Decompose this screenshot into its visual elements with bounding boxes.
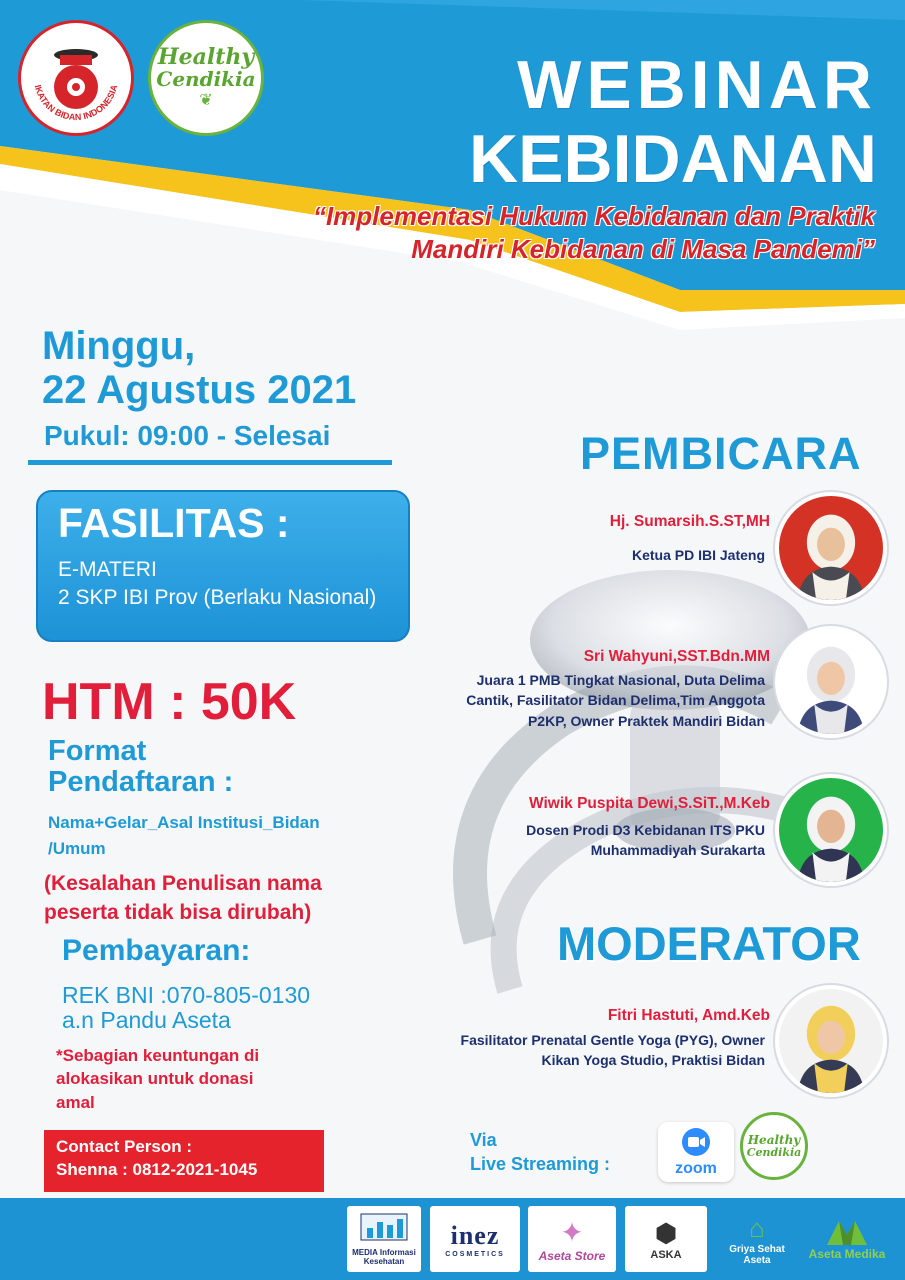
facilities-list	[58, 556, 398, 612]
house-leaf-icon: ⌂	[749, 1212, 765, 1243]
divider	[28, 460, 392, 465]
contact-label: Contact Person :	[56, 1137, 193, 1156]
registration-format-line1: Nama+Gelar_Asal Institusi_Bidan	[48, 813, 320, 832]
donation-note	[56, 1044, 326, 1114]
registration-note-line1: (Kesalahan Penulisan nama	[44, 872, 322, 895]
donation-line3: amal	[56, 1092, 95, 1112]
ticket-price: HTM : 50K	[42, 673, 297, 731]
moderator-heading: MODERATOR	[557, 917, 861, 970]
person-icon	[779, 778, 883, 882]
contact-person	[44, 1130, 324, 1192]
registration-title-line2: Pendaftaran :	[48, 766, 234, 799]
butterfly-icon: ✦	[560, 1216, 584, 1248]
theme-line-1: “Implementasi Hukum Kebidanan dan Praktik	[312, 201, 875, 231]
hc-logo-line2: Cendikia	[156, 67, 256, 92]
zoom-camera-icon	[681, 1127, 711, 1157]
speaker-3-role: Dosen Prodi D3 Kebidanan ITS PKU Muhammadiyah Surakarta	[526, 822, 765, 859]
speaker-1-photo	[775, 492, 887, 604]
facilities-title: FASILITAS :	[58, 500, 290, 546]
sponsor-media-label: MEDIA Informasi Kesehatan	[352, 1248, 416, 1266]
hc-small-line2: Cendikia	[746, 1145, 802, 1159]
registration-title-line1: Format	[48, 735, 147, 767]
donation-line1: *Sebagian keuntungan di	[56, 1046, 260, 1065]
sponsor-aseta-store	[528, 1206, 616, 1272]
speaker-3-name: Wiwik Puspita Dewi,S.SiT.,M.Keb	[528, 795, 770, 812]
facility-item: 2 SKP IBI Prov (Berlaku Nasional)	[58, 585, 377, 609]
healthy-cendikia-small-logo	[740, 1112, 808, 1180]
title-webinar: WEBINAR	[517, 47, 877, 123]
theme-line-2: Mandiri Kebidanan di Masa Pandemi”	[411, 234, 875, 265]
aseta-medika-icon	[825, 1217, 869, 1247]
registration-note	[44, 870, 404, 928]
sponsor-aska-label: ASKA	[650, 1248, 682, 1261]
speaker-1-name: Hj. Sumarsih.S.ST,MH	[609, 513, 770, 530]
speaker-2-role: Juara 1 PMB Tingkat Nasional, Duta Delima Cantik, Fasilitator Bidan Delima,Tim Anggota P2KP, Owner Praktek Mandiri Bidan	[466, 672, 765, 729]
hc-logo-line1: Healthy	[157, 43, 255, 70]
speaker-2-name: Sri Wahyuni,SST.Bdn.MM	[583, 648, 770, 665]
moderator-photo	[775, 985, 887, 1097]
sponsor-media	[347, 1206, 421, 1272]
registration-format-title	[48, 736, 368, 799]
sponsor-aseta-store-label: Aseta Store	[538, 1248, 606, 1263]
facility-item: E-MATERI	[58, 558, 157, 581]
chart-icon	[359, 1212, 409, 1248]
hc-small-line1: Healthy	[747, 1132, 801, 1147]
donation-line2: alokasikan untuk donasi	[56, 1069, 254, 1089]
aska-emblem-icon: ⬢	[654, 1217, 678, 1248]
payment-account	[62, 983, 382, 1034]
speaker-3-photo	[775, 774, 887, 886]
leaf-icon: ❦	[199, 92, 213, 110]
payment-title: Pembayaran:	[62, 934, 251, 967]
registration-note-line2: peserta tidak bisa dirubah)	[44, 900, 312, 924]
moderator-name: Fitri Hastuti, Amd.Keb	[607, 1007, 770, 1024]
title-kebidanan: KEBIDANAN	[469, 121, 877, 197]
svg-text:IKATAN BIDAN INDONESIA: IKATAN BIDAN INDONESIA	[32, 83, 120, 123]
zoom-logo	[658, 1122, 734, 1182]
registration-format-line2: /Umum	[48, 839, 106, 859]
via-label: Via	[470, 1130, 497, 1150]
webinar-theme	[115, 200, 875, 267]
moderator-role: Fasilitator Prenatal Gentle Yoga (PYG), Owner Kikan Yoga Studio, Praktisi Bidan	[460, 1032, 765, 1069]
sponsor-aska	[625, 1206, 707, 1272]
streaming-info	[470, 1128, 610, 1177]
speaker-1-role: Ketua PD IBI Jateng	[631, 547, 765, 563]
person-icon	[779, 630, 883, 734]
sponsor-griya-sehat-label: Griya Sehat Aseta	[729, 1243, 785, 1266]
registration-format	[48, 810, 388, 863]
account-holder: a.n Pandu Aseta	[62, 1007, 231, 1034]
sponsor-aseta-medika	[806, 1206, 888, 1272]
live-streaming-label: Live Streaming :	[470, 1154, 611, 1175]
sponsor-inez-label: inez	[450, 1220, 500, 1250]
sponsor-inez	[430, 1206, 520, 1272]
speakers-heading: PEMBICARA	[580, 428, 862, 479]
ibi-logo-ring-text	[24, 26, 128, 130]
zoom-label: zoom	[675, 1159, 717, 1177]
event-date: 22 Agustus 2021	[42, 368, 357, 412]
sponsor-aseta-medika-label: Aseta Medika	[808, 1247, 886, 1261]
person-icon	[779, 496, 883, 600]
sponsor-inez-sub: COSMETICS	[445, 1250, 505, 1258]
person-icon	[779, 989, 883, 1093]
bank-account: REK BNI :070-805-0130	[62, 982, 311, 1008]
speaker-2-photo	[775, 626, 887, 738]
event-day: Minggu,	[42, 324, 196, 368]
sponsor-griya-sehat	[716, 1206, 798, 1272]
event-time: Pukul: 09:00 - Selesai	[44, 420, 331, 451]
healthy-cendikia-logo	[148, 20, 264, 136]
contact-phone: Shenna : 0812-2021-1045	[56, 1160, 258, 1180]
